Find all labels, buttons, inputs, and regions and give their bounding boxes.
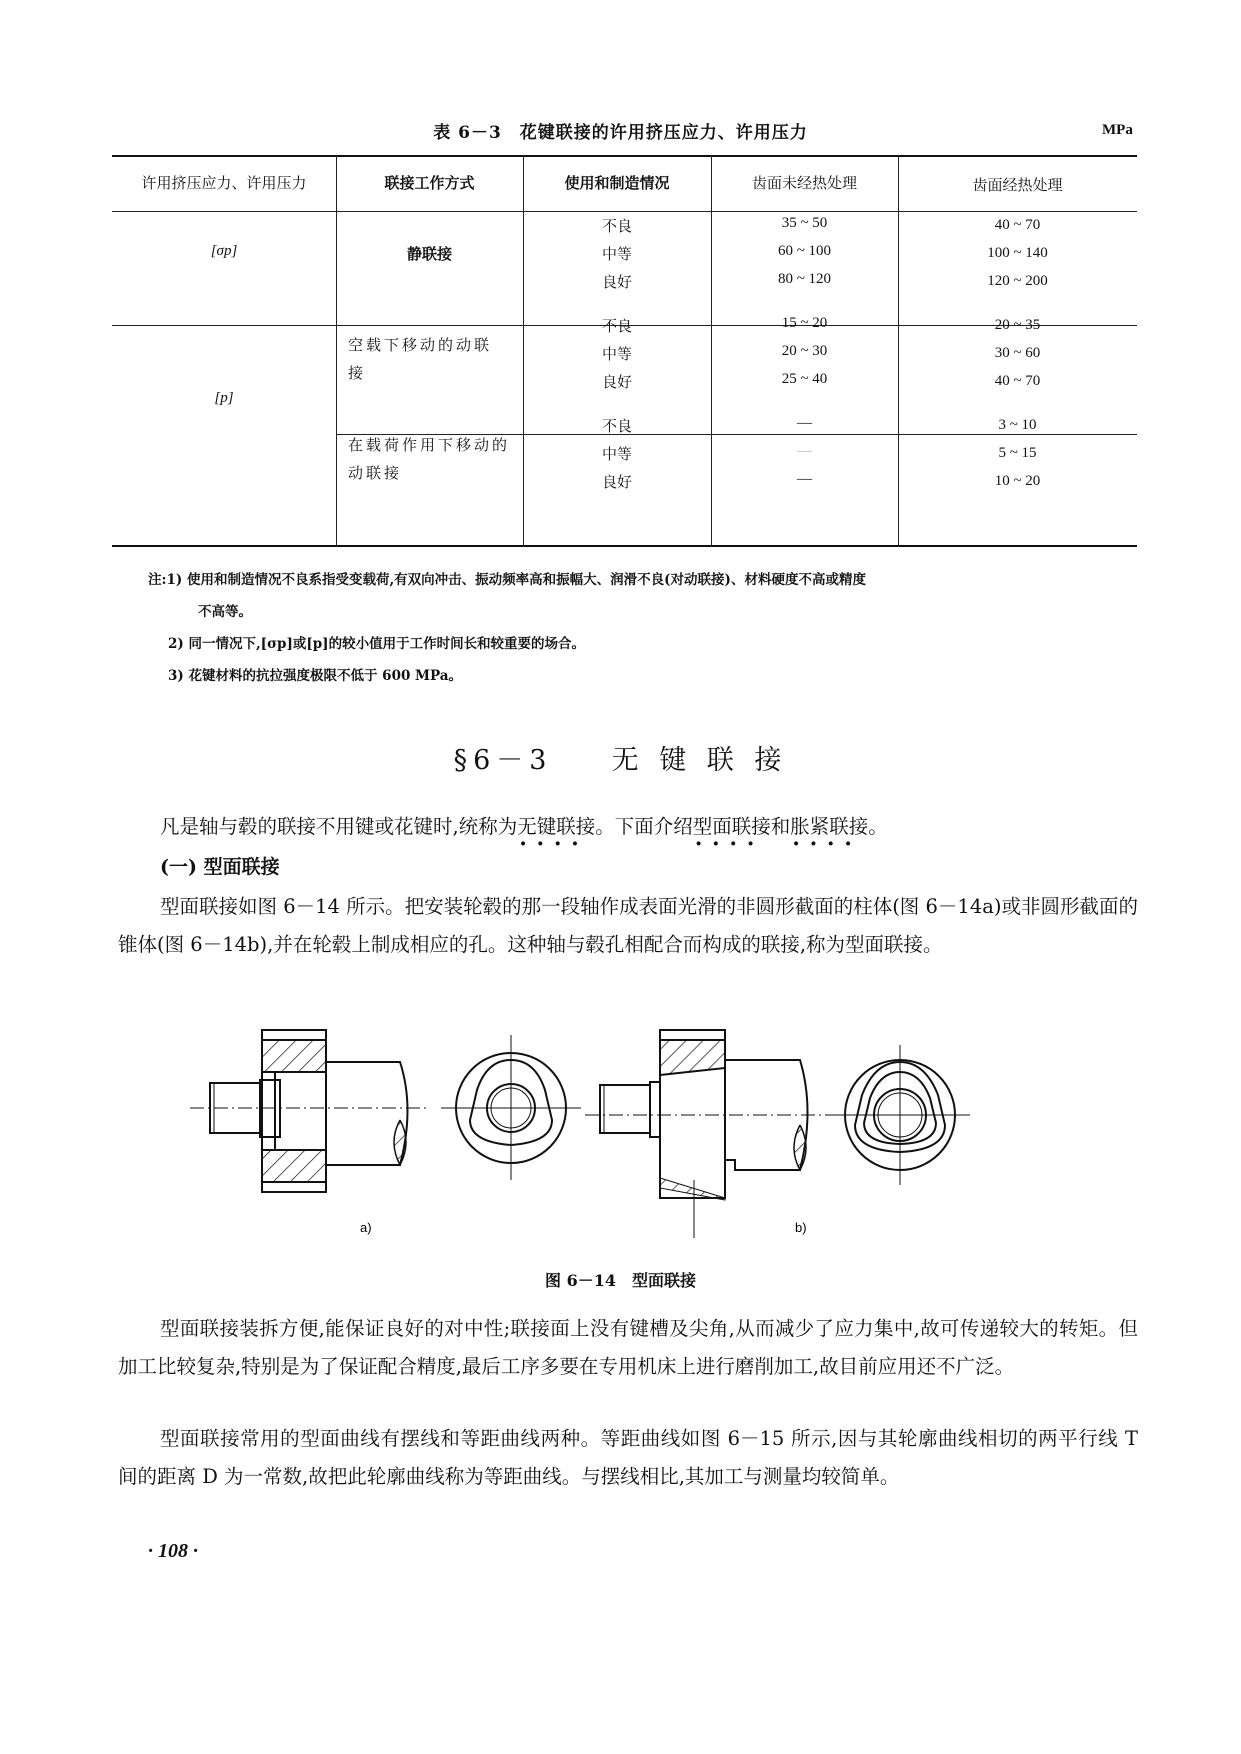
header-cell: 联接工作方式: [384, 174, 475, 192]
table-note-3: 3) 花键材料的抗拉强度极限不低于 600 MPa。: [168, 668, 463, 684]
value-cell: 80 ~ 120: [777, 271, 832, 287]
body-paragraph: 型面联接装拆方便,能保证良好的对中性;联接面上没有键槽及尖角,从而减少了应力集中,故可传递较大的转矩。但加工比较复杂,特别是为了保证配合精度,最后工序多要在专用机床上进行磨削加工,故目前应用还不广泛。: [118, 1317, 1138, 1378]
value-cell: 120 ~ 200: [987, 273, 1048, 289]
figure-caption: 图 6－14 型面联接: [545, 1271, 696, 1290]
figure-b-side-view: [585, 1030, 830, 1238]
mode-cell: 静联接: [406, 245, 452, 263]
header-cell: 使用和制造情况: [564, 174, 670, 192]
condition-cell: 中等: [601, 445, 632, 463]
table-top-rule: [112, 155, 1137, 157]
subsection-heading: (一) 型面联接: [160, 856, 280, 878]
section-title: 无 键 联 接: [611, 745, 788, 776]
page-number: · 108 ·: [148, 1540, 198, 1562]
allowable-pressure-table: [112, 155, 1137, 555]
condition-cell: 不良: [601, 317, 632, 335]
value-cell: 20 ~ 35: [994, 317, 1041, 333]
figure-label-b: b): [795, 1220, 807, 1235]
intro-text: 和: [770, 815, 791, 838]
col-divider: [336, 155, 337, 545]
value-cell: —: [797, 443, 812, 459]
value-cell: 5 ~ 15: [998, 445, 1037, 461]
value-cell: 100 ~ 140: [987, 245, 1048, 261]
header-cell: 许用挤压应力、许用压力: [141, 174, 307, 192]
value-cell: —: [797, 415, 812, 431]
value-cell: 30 ~ 60: [994, 345, 1041, 361]
emphasis-term: 型面联接 · ·: [693, 808, 771, 846]
condition-cell: 不良: [601, 217, 632, 235]
condition-cell: 中等: [601, 245, 632, 263]
table-bottom-rule: [112, 545, 1137, 547]
body-paragraph: 型面联接常用的型面曲线有摆线和等距曲线两种。等距曲线如图 6－15 所示,因与其轮廓曲线相切的两平行线 T 间的距离 D 为一常数,故把此轮廓曲线称为等距曲线。与摆线相比,其加工与测量均较简单。: [118, 1427, 1138, 1488]
figure-b-end-view: [830, 1045, 970, 1185]
value-cell: 25 ~ 40: [781, 371, 828, 387]
value-cell: 40 ~ 70: [994, 217, 1041, 233]
value-cell: 15 ~ 20: [781, 315, 828, 331]
value-cell: 10 ~ 20: [994, 473, 1041, 489]
header-cell: 齿面经热处理: [972, 176, 1063, 194]
figure-a-side-view: [190, 1030, 430, 1192]
section-number: §6－3: [453, 745, 553, 776]
condition-cell: 良好: [601, 373, 632, 391]
value-cell: 40 ~ 70: [994, 373, 1041, 389]
header-cell: 齿面未经热处理: [751, 174, 857, 192]
table-note-2: 2) 同一情况下,[σp]或[p]的较小值用于工作时间长和较重要的场合。: [168, 636, 586, 652]
table-note-1-cont: 不高等。: [198, 604, 252, 620]
condition-cell: 良好: [601, 473, 632, 491]
header-rule: [112, 211, 1137, 212]
value-cell: 60 ~ 100: [777, 243, 832, 259]
emphasis-term: 胀紧联接 · ·: [790, 808, 868, 846]
symbol-sigma-p: [σp]: [210, 243, 238, 259]
condition-cell: 不良: [601, 417, 632, 435]
figure-a-end-view: [441, 1035, 581, 1180]
value-cell: 35 ~ 50: [781, 215, 828, 231]
intro-text: 凡是轴与毂的联接不用键或花键时,统称为: [160, 815, 518, 838]
table-unit: MPa: [1102, 122, 1133, 138]
symbol-p: [p]: [214, 390, 234, 406]
table-title: 表 6－3 花键联接的许用挤压应力、许用压力: [433, 123, 808, 143]
mode-cell: 空载下移动的动联接: [348, 336, 493, 382]
body-paragraph: 型面联接如图 6－14 所示。把安装轮毂的那一段轴作成表面光滑的非圆形截面的柱体(图 6－14a)或非圆形截面的锥体(图 6－14b),并在轮毂上制成相应的孔。这种轴与毂孔相配合而构成的联接,称为型面联接。: [118, 895, 1138, 956]
condition-cell: 良好: [601, 273, 632, 291]
intro-text: 。下面介绍: [595, 815, 693, 838]
condition-cell: 中等: [601, 345, 632, 363]
figure-label-a: a): [360, 1220, 372, 1235]
value-cell: 20 ~ 30: [781, 343, 828, 359]
emphasis-term: 无键联接 · ·: [517, 808, 595, 846]
value-cell: 3 ~ 10: [998, 417, 1037, 433]
figure-6-14: [190, 1010, 1060, 1250]
intro-paragraph: [160, 808, 1138, 846]
section-heading: [0, 738, 1241, 777]
intro-text: 。: [868, 815, 888, 838]
value-cell: —: [797, 471, 812, 487]
table-note-1: 注:1) 使用和制造情况不良系指受变载荷,有双向冲击、振动频率高和振幅大、润滑不良(对动联接)、材料硬度不高或精度: [148, 572, 866, 588]
mode-cell: 在载荷作用下移动的动联接: [348, 436, 511, 482]
